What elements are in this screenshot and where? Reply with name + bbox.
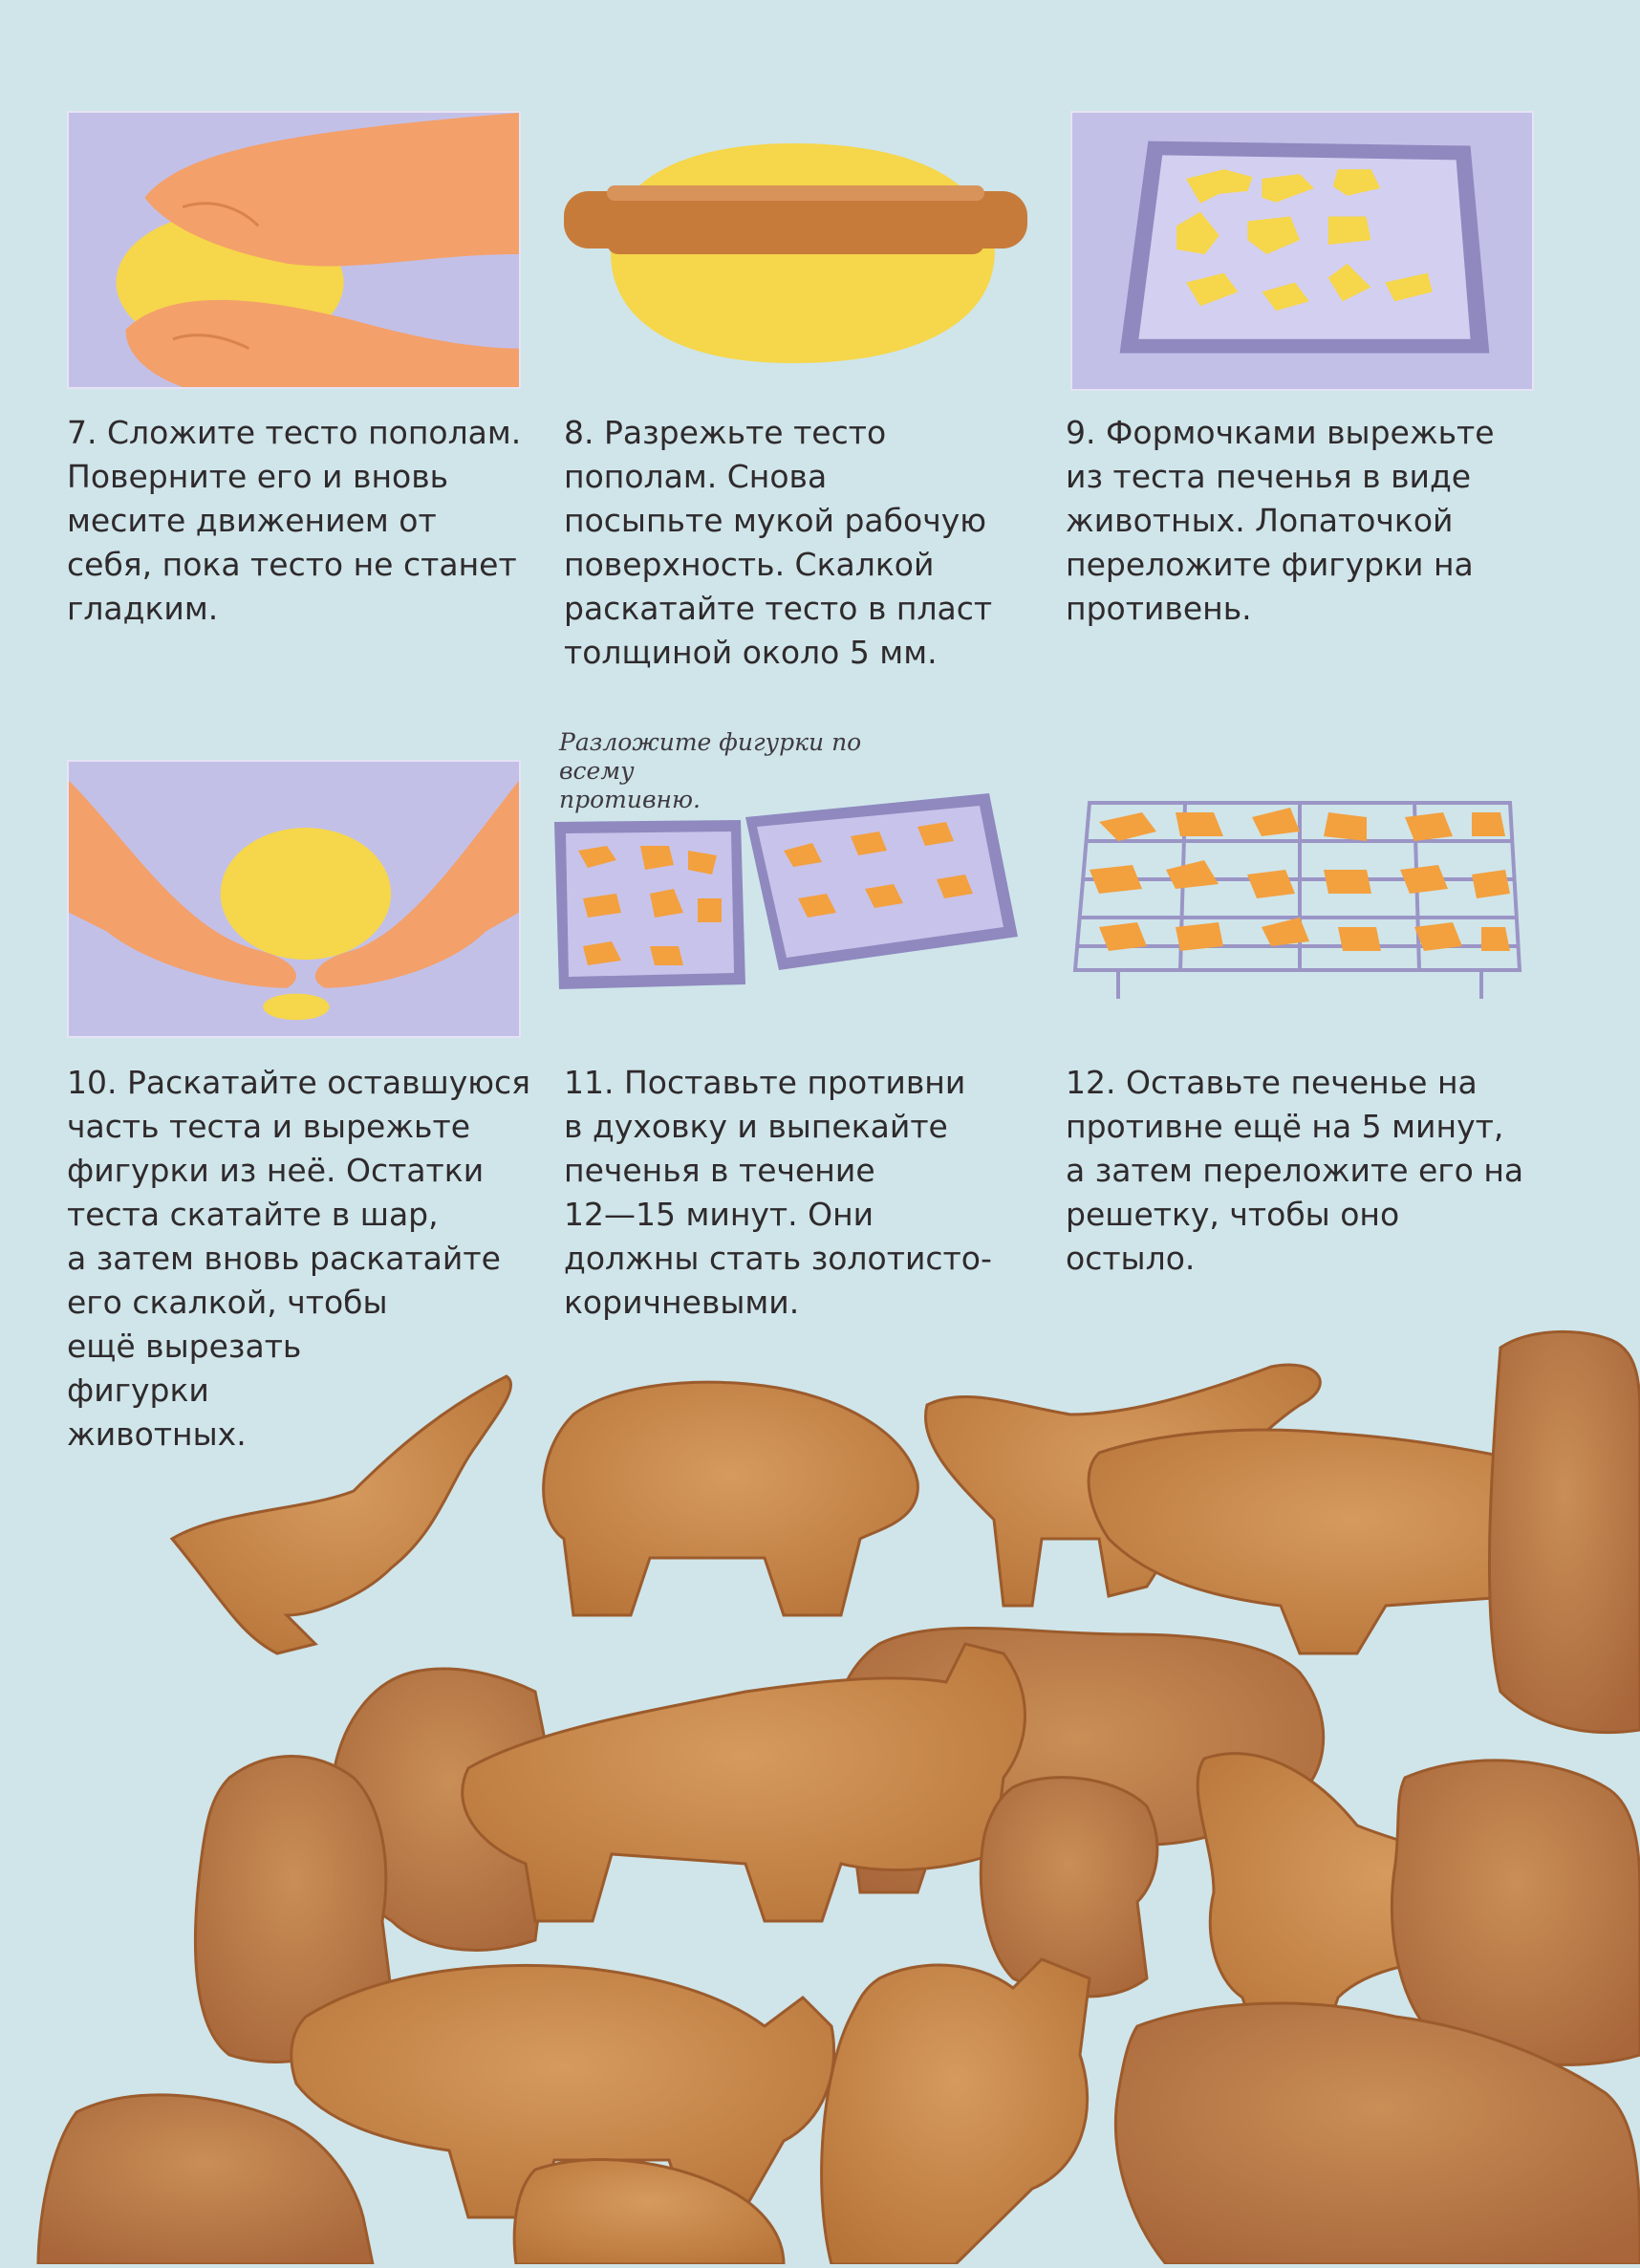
step-12-text: 12. Оставьте печенье на противне ещё на 5 минут, а затем переложите его на решетку, чтобы оно остыло. [1066, 1064, 1524, 1277]
step-10-text: 10. Раскатайте оставшуюся часть теста и вырежьте фигурки из неё. Остатки теста скатайте в шар, а затем вновь раскатайте его скалкой, чтобы ещё вырезать фигурки животных. [67, 1064, 531, 1453]
step-10-illustration [67, 760, 521, 1038]
step-11-text: 11. Поставьте противни в духовку и выпекайте печенья в течение 12—15 минут. Они должны стать золотисто- коричневыми. [564, 1064, 992, 1321]
dough-ball-hands-icon [69, 762, 519, 1036]
step-9-text: 9. Формочками вырежьте из теста печенья в виде животных. Лопаточкой переложите фигурки на противень. [1066, 414, 1495, 627]
kneading-hands-icon [69, 113, 519, 387]
step-11-illustration [554, 793, 1023, 1004]
animal-cookies-icon [0, 1328, 1640, 2264]
step-9-illustration [1070, 111, 1534, 391]
baking-trays-icon [554, 793, 1023, 1004]
rolling-pin-icon [564, 134, 1027, 373]
step-7-illustration [67, 111, 521, 389]
step-7-text: 7. Сложите тесто пополам. Поверните его и вновь месите движением от себя, пока тесто не станет гладким. [67, 414, 522, 627]
tray-cutouts-icon [1072, 113, 1532, 389]
cooling-rack-icon [1061, 784, 1539, 1004]
step-12-illustration [1061, 784, 1539, 1004]
baked-cookies-photo [0, 1328, 1640, 2264]
step-8-text: 8. Разрежьте тесто пополам. Снова посыпьте мукой рабочую поверхность. Скалкой раскатайте тесто в пласт толщиной около 5 мм. [564, 414, 993, 671]
tip-note: Разложите фигурки по всему противню. [559, 728, 862, 813]
step-8-illustration [564, 134, 1027, 373]
